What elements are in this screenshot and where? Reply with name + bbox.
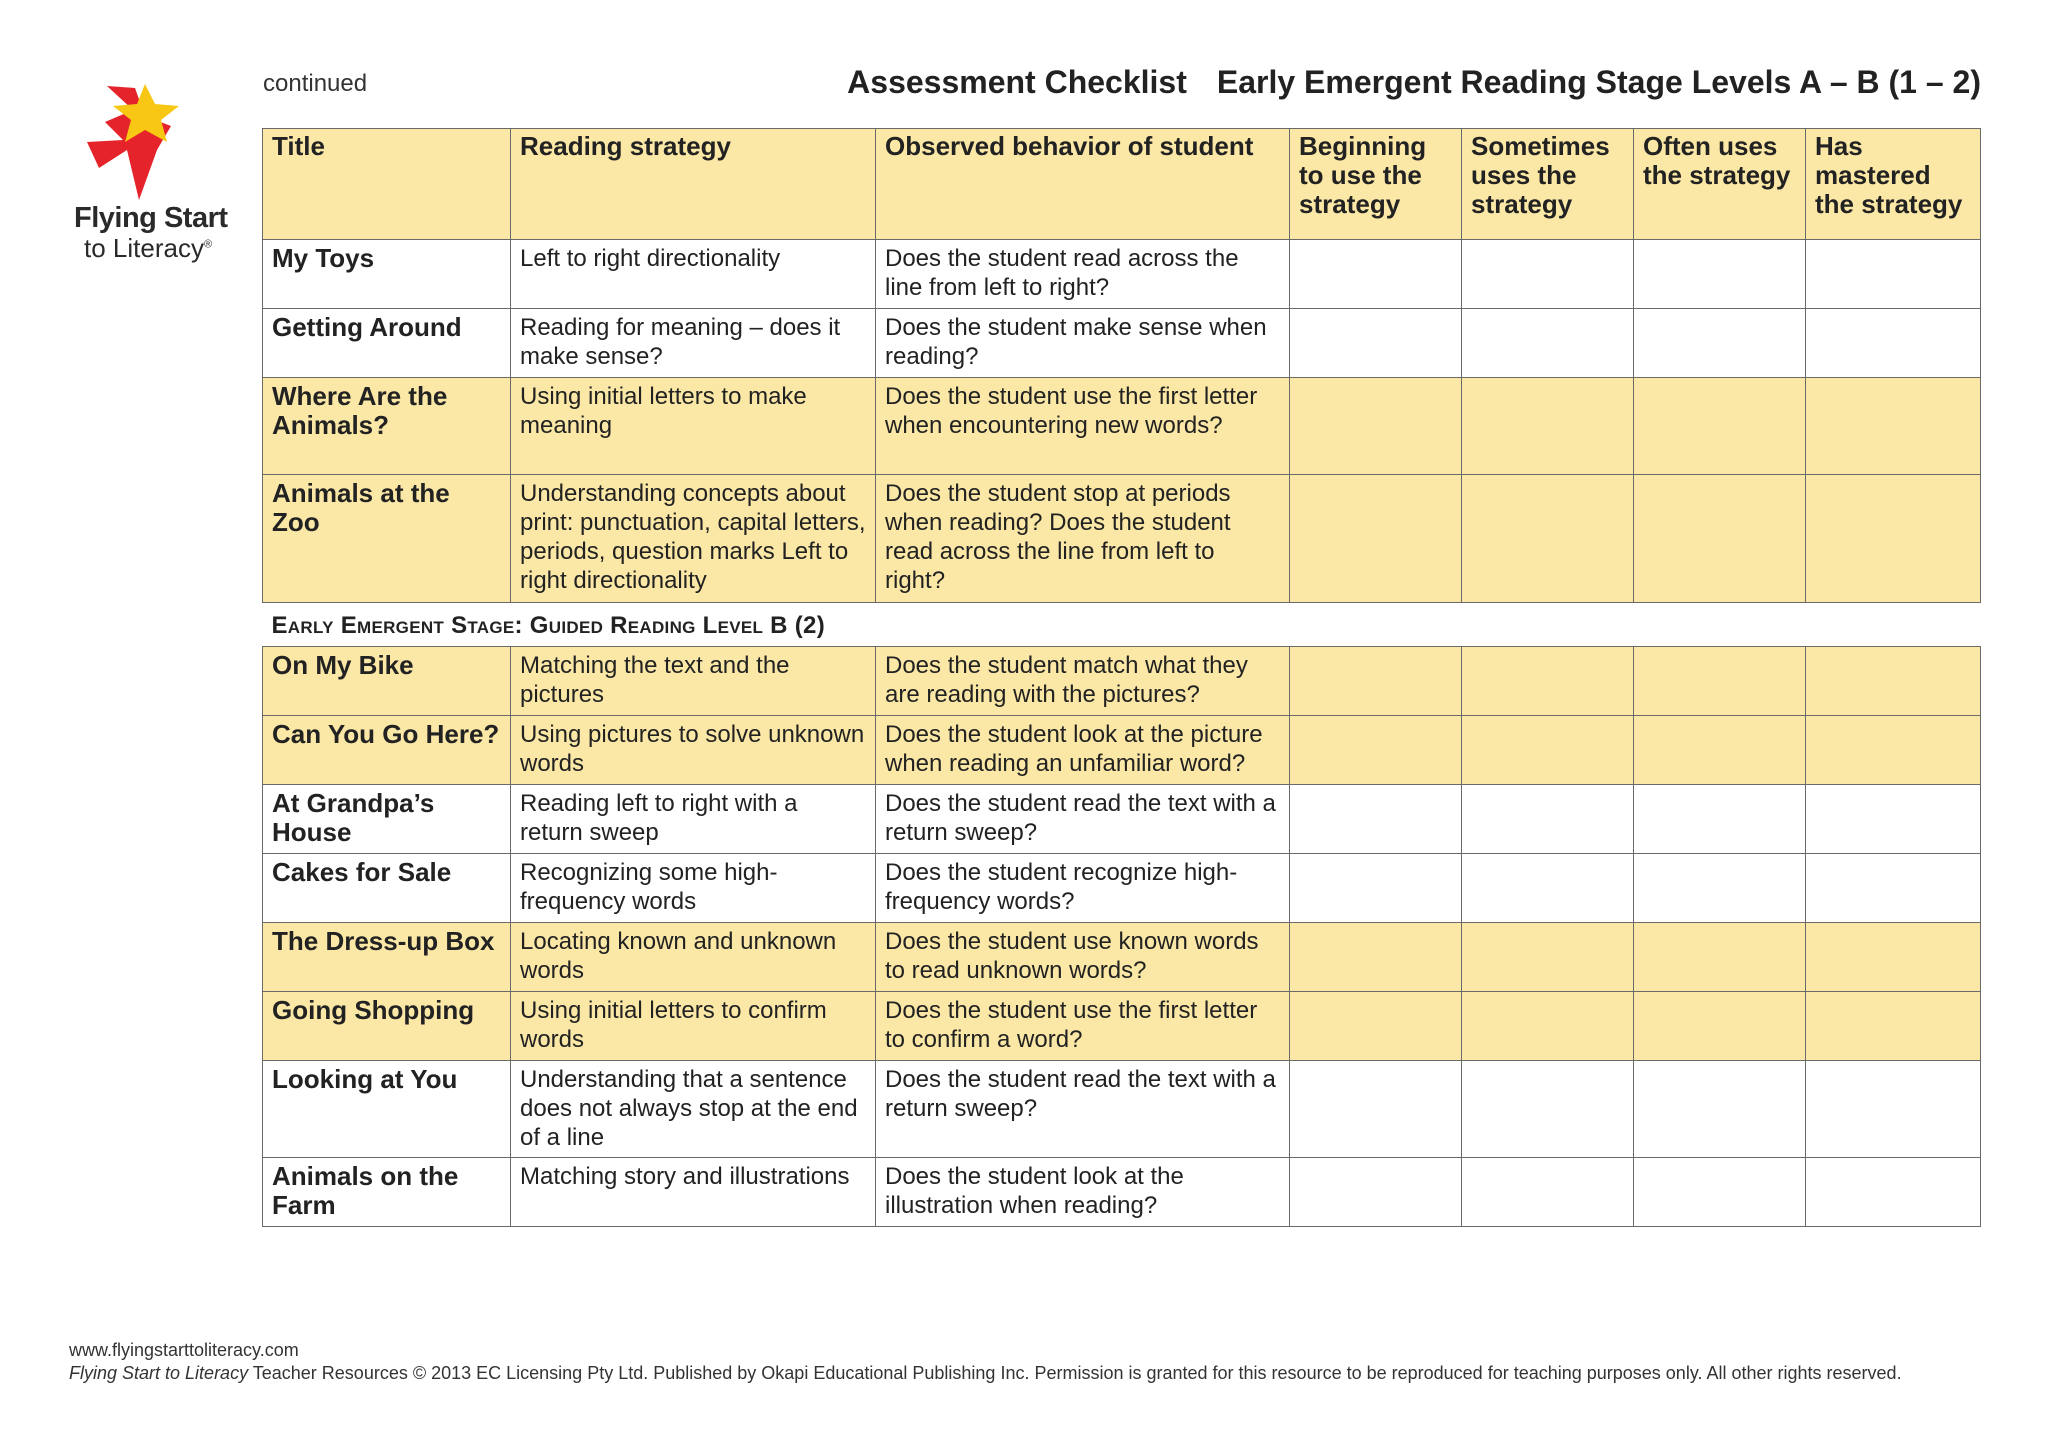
check-beginning[interactable] [1290, 309, 1462, 378]
row-strategy: Matching story and illustrations [511, 1158, 876, 1227]
row-strategy: Reading left to right with a return sweep [511, 785, 876, 854]
check-often[interactable] [1634, 923, 1806, 992]
registered-mark: ® [203, 238, 213, 251]
check-mastered[interactable] [1806, 716, 1981, 785]
row-strategy: Recognizing some high-frequency words [511, 854, 876, 923]
row-title: At Grandpa’s House [263, 785, 511, 854]
section-row [263, 603, 1981, 647]
row-strategy: Using initial letters to confirm words [511, 992, 876, 1061]
flying-start-logo [70, 80, 228, 265]
row-strategy: Using initial letters to make meaning [511, 378, 876, 475]
table-row [263, 923, 1981, 992]
check-mastered[interactable] [1806, 475, 1981, 603]
check-mastered[interactable] [1806, 647, 1981, 716]
header-title: Title [263, 129, 511, 240]
check-beginning[interactable] [1290, 716, 1462, 785]
check-sometimes[interactable] [1462, 475, 1634, 603]
table-row [263, 378, 1981, 475]
row-title: Going Shopping [263, 992, 511, 1061]
row-title: On My Bike [263, 647, 511, 716]
row-title: Animals on the Farm [263, 1158, 511, 1227]
check-often[interactable] [1634, 785, 1806, 854]
check-sometimes[interactable] [1462, 240, 1634, 309]
check-beginning[interactable] [1290, 240, 1462, 309]
check-mastered[interactable] [1806, 1061, 1981, 1158]
check-often[interactable] [1634, 240, 1806, 309]
check-often[interactable] [1634, 992, 1806, 1061]
header-row [263, 129, 1981, 240]
check-sometimes[interactable] [1462, 1061, 1634, 1158]
page-title-part1: Assessment Checklist [847, 64, 1187, 100]
row-behavior: Does the student read the text with a return sweep? [876, 785, 1290, 854]
row-behavior: Does the student read the text with a return sweep? [876, 1061, 1290, 1158]
table-row [263, 1158, 1981, 1227]
table-row [263, 716, 1981, 785]
row-title: My Toys [263, 240, 511, 309]
row-title: Animals at the Zoo [263, 475, 511, 603]
table-row [263, 475, 1981, 603]
check-often[interactable] [1634, 716, 1806, 785]
check-mastered[interactable] [1806, 309, 1981, 378]
row-behavior: Does the student match what they are reading with the pictures? [876, 647, 1290, 716]
table-row [263, 240, 1981, 309]
check-mastered[interactable] [1806, 240, 1981, 309]
assessment-table [262, 128, 1981, 1227]
table-row [263, 992, 1981, 1061]
page-title-part2: Early Emergent Reading Stage Levels A – B (1 – 2) [1216, 64, 1981, 100]
row-behavior: Does the student look at the picture when reading an unfamiliar word? [876, 716, 1290, 785]
table-row [263, 1061, 1981, 1158]
row-behavior: Does the student use known words to read unknown words? [876, 923, 1290, 992]
row-title: Looking at You [263, 1061, 511, 1158]
check-often[interactable] [1634, 475, 1806, 603]
header-reading-strategy: Reading strategy [511, 129, 876, 240]
table-row [263, 647, 1981, 716]
check-sometimes[interactable] [1462, 647, 1634, 716]
logo-line2: to Literacy® [84, 233, 213, 263]
check-sometimes[interactable] [1462, 923, 1634, 992]
row-behavior: Does the student use the first letter when encountering new words? [876, 378, 1290, 475]
check-often[interactable] [1634, 1158, 1806, 1227]
check-sometimes[interactable] [1462, 854, 1634, 923]
row-strategy: Matching the text and the pictures [511, 647, 876, 716]
header-mastered: Has mastered the strategy [1806, 129, 1981, 240]
footer-copyright [69, 1362, 1902, 1385]
table-row [263, 309, 1981, 378]
row-title: The Dress-up Box [263, 923, 511, 992]
check-mastered[interactable] [1806, 923, 1981, 992]
check-mastered[interactable] [1806, 854, 1981, 923]
page-title [847, 64, 1981, 101]
check-sometimes[interactable] [1462, 992, 1634, 1061]
check-mastered[interactable] [1806, 992, 1981, 1061]
row-strategy: Understanding that a sentence does not always stop at the end of a line [511, 1061, 876, 1158]
check-sometimes[interactable] [1462, 378, 1634, 475]
check-beginning[interactable] [1290, 378, 1462, 475]
check-often[interactable] [1634, 1061, 1806, 1158]
row-title: Can You Go Here? [263, 716, 511, 785]
header-beginning: Beginning to use the strategy [1290, 129, 1462, 240]
table-row [263, 785, 1981, 854]
row-behavior: Does the student read across the line from left to right? [876, 240, 1290, 309]
row-behavior: Does the student use the first letter to confirm a word? [876, 992, 1290, 1061]
row-title: Getting Around [263, 309, 511, 378]
check-often[interactable] [1634, 378, 1806, 475]
row-behavior: Does the student make sense when reading? [876, 309, 1290, 378]
check-beginning[interactable] [1290, 992, 1462, 1061]
row-strategy: Understanding concepts about print: punctuation, capital letters, periods, question marks Left to right directionality [511, 475, 876, 603]
row-behavior: Does the student stop at periods when reading? Does the student read across the line from left to right? [876, 475, 1290, 603]
check-beginning[interactable] [1290, 785, 1462, 854]
check-beginning[interactable] [1290, 475, 1462, 603]
header-observed-behavior: Observed behavior of student [876, 129, 1290, 240]
row-strategy: Reading for meaning – does it make sense? [511, 309, 876, 378]
check-beginning[interactable] [1290, 1061, 1462, 1158]
check-often[interactable] [1634, 854, 1806, 923]
check-sometimes[interactable] [1462, 716, 1634, 785]
section-label: Early Emergent Stage: Guided Reading Level B (2) [263, 603, 1981, 647]
check-beginning[interactable] [1290, 647, 1462, 716]
check-mastered[interactable] [1806, 785, 1981, 854]
row-title: Cakes for Sale [263, 854, 511, 923]
header-sometimes: Sometimes uses the strategy [1462, 129, 1634, 240]
row-strategy: Left to right directionality [511, 240, 876, 309]
check-sometimes[interactable] [1462, 309, 1634, 378]
footer-brand: Flying Start to Literacy [69, 1363, 249, 1383]
check-often[interactable] [1634, 647, 1806, 716]
footer [69, 1339, 1902, 1385]
check-mastered[interactable] [1806, 378, 1981, 475]
logo-line1: Flying Start [74, 202, 228, 234]
check-mastered[interactable] [1806, 1158, 1981, 1227]
check-beginning[interactable] [1290, 854, 1462, 923]
row-strategy: Locating known and unknown words [511, 923, 876, 992]
check-often[interactable] [1634, 309, 1806, 378]
check-sometimes[interactable] [1462, 1158, 1634, 1227]
row-strategy: Using pictures to solve unknown words [511, 716, 876, 785]
table-row [263, 854, 1981, 923]
row-behavior: Does the student look at the illustration when reading? [876, 1158, 1290, 1227]
row-title: Where Are the Animals? [263, 378, 511, 475]
continued-label: continued [263, 70, 368, 97]
check-beginning[interactable] [1290, 923, 1462, 992]
header-often: Often uses the strategy [1634, 129, 1806, 240]
footer-url[interactable]: www.flyingstarttoliteracy.com [69, 1340, 299, 1360]
check-sometimes[interactable] [1462, 785, 1634, 854]
row-behavior: Does the student recognize high-frequency words? [876, 854, 1290, 923]
footer-notice: Teacher Resources © 2013 EC Licensing Pty Ltd. Published by Okapi Educational Publishing Inc. Permission is granted for this resource to be reproduced for teaching purposes only. All other rights reserved. [248, 1363, 1902, 1383]
star-logo-icon [75, 80, 205, 202]
check-beginning[interactable] [1290, 1158, 1462, 1227]
